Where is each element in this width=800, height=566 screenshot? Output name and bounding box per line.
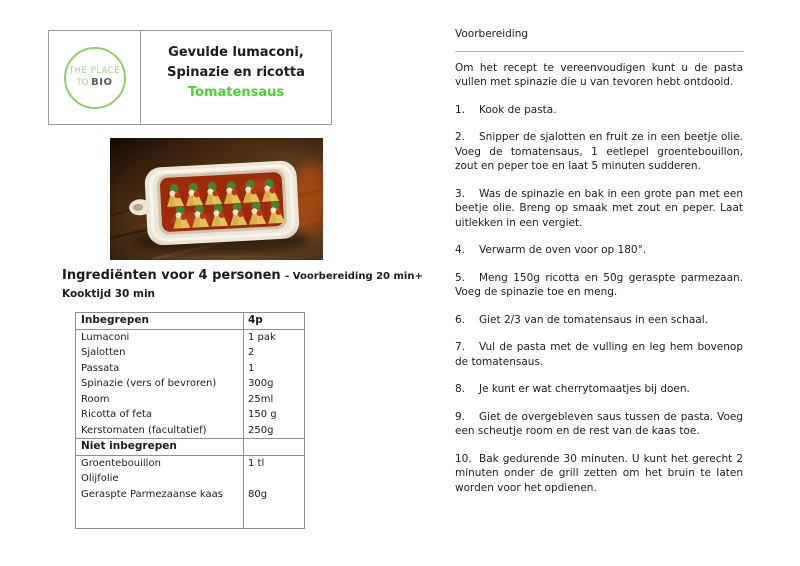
ingredient-name: Room — [76, 392, 244, 408]
ingredient-name: Spinazie (vers of bevroren) — [76, 376, 244, 392]
step-number: 8. — [455, 383, 466, 395]
step-text: Vul de pasta met de vulling en leg hem bovenop de tomatensaus. — [455, 341, 743, 368]
step-number: 2. — [455, 131, 466, 143]
recipe-title-line2: Spinazie en ricotta — [167, 65, 305, 80]
recipe-photo — [110, 138, 323, 260]
logo-text-bio: BIO — [91, 76, 113, 88]
preparation-section — [455, 27, 743, 508]
step-6 — [455, 313, 743, 328]
ingredient-qty: 300g — [248, 378, 274, 389]
ingredient-name: Lumaconi — [76, 330, 244, 346]
preparation-heading: Voorbereiding — [455, 28, 529, 40]
step-number: 5. — [455, 271, 466, 284]
table-row — [76, 456, 304, 472]
step-text: Kook de pasta. — [479, 103, 557, 116]
prep-time-text: - Voorbereiding 20 min+ — [285, 271, 423, 282]
table-header-row — [76, 313, 304, 330]
ingredient-name: Passata — [76, 361, 244, 377]
ingredients-heading — [62, 264, 434, 303]
ingredient-qty: 2 — [248, 347, 255, 358]
ingredient-qty: 1 tl — [248, 457, 265, 469]
step-9 — [455, 410, 743, 439]
table-row — [76, 392, 304, 408]
table-row — [76, 330, 304, 346]
step-7 — [455, 340, 743, 369]
servings-header: 4p — [248, 314, 263, 326]
excluded-header: Niet inbegrepen — [76, 439, 244, 455]
recipe-title-line1: Gevulde lumaconi, — [168, 45, 304, 60]
step-number: 7. — [455, 341, 466, 353]
step-number: 6. — [455, 313, 466, 326]
table-row — [76, 487, 304, 503]
preparation-intro: Om het recept te vereenvoudigen kunt u de pasta vullen met spinazie die u van tevoren hebt ontdooid. — [455, 61, 743, 88]
ingredient-qty: 25ml — [248, 393, 274, 405]
step-number: 4. — [455, 244, 466, 256]
recipe-title-line3: Tomatensaus — [187, 85, 285, 100]
ingredient-qty: 80g — [248, 488, 268, 500]
step-text: Giet 2/3 van de tomatensaus in een schaal. — [479, 313, 708, 326]
step-number: 3. — [455, 187, 466, 200]
table-spacer-row — [76, 502, 304, 528]
included-ingredients-group — [76, 330, 304, 440]
logo-text-line2 — [77, 77, 113, 89]
step-text: Meng 150g ricotta en 50g geraspte parmezaan. Voeg de spinazie toe en meng. — [455, 271, 743, 298]
step-4 — [455, 243, 743, 258]
step-text: Giet de overgebleven saus tussen de pasta. Voeg een scheutje room en de rest van de kaas toe. — [455, 410, 743, 437]
logo-text-to: TO — [76, 77, 89, 88]
table-row — [76, 471, 304, 487]
divider-line — [455, 51, 743, 52]
step-8 — [455, 382, 743, 397]
ingredient-qty — [244, 471, 304, 487]
step-text: Bak gedurende 30 minuten. U kunt het gerecht 2 minuten onder de grill zetten om het bruin te laten worden voor het opdienen. — [455, 452, 743, 494]
step-text: Je kunt er wat cherrytomaatjes bij doen. — [479, 383, 690, 395]
excluded-ingredients-group — [76, 456, 304, 529]
table-row — [76, 361, 304, 377]
step-number: 1. — [455, 103, 466, 116]
table-row — [76, 423, 304, 439]
ingredients-table — [75, 312, 305, 529]
servings-text: Ingrediënten voor 4 personen — [62, 268, 286, 283]
step-number: 9. — [455, 410, 466, 423]
logo-cell — [49, 31, 141, 124]
header-box — [48, 30, 332, 125]
table-row — [76, 376, 304, 392]
step-1 — [455, 103, 743, 118]
ingredient-name: Kerstomaten (facultatief) — [76, 423, 244, 439]
step-number: 10. — [455, 452, 472, 465]
ingredient-qty: 1 — [248, 362, 255, 374]
the-place-to-bio-logo — [64, 47, 126, 109]
ingredient-qty: 250g — [248, 424, 274, 436]
step-5 — [455, 271, 743, 300]
ingredient-name: Ricotta of feta — [76, 407, 244, 423]
ingredient-name: Groentebouillon — [76, 456, 244, 472]
logo-text-line1: THE PLACE — [68, 65, 121, 76]
excluded-header-row — [76, 439, 304, 456]
ingredient-name: Olijfolie — [76, 471, 244, 487]
step-text: Snipper de sjalotten en fruit ze in een beetje olie. Voeg de tomatensaus, 1 eetlepel groentebouillon, zout en peper toe en laat 5 minuten sudderen. — [455, 131, 743, 172]
step-10 — [455, 452, 743, 496]
cook-time-text: Kooktijd 30 min — [62, 288, 156, 300]
step-text: Verwarm de oven voor op 180°. — [479, 244, 647, 256]
step-text: Was de spinazie en bak in een grote pan met een beetje olie. Breng op smaak met zout en peper. Laat uitlekken in een vergiet. — [455, 187, 743, 229]
step-3 — [455, 187, 743, 231]
stuffed-lumaconi-dish-illustration — [110, 138, 323, 260]
step-2 — [455, 130, 743, 174]
recipe-title — [141, 31, 331, 124]
table-row — [76, 407, 304, 423]
included-header: Inbegrepen — [76, 313, 244, 329]
table-row — [76, 345, 304, 361]
ingredient-name: Geraspte Parmezaanse kaas — [76, 487, 244, 503]
ingredient-name: Sjalotten — [76, 345, 244, 361]
ingredient-qty: 150 g — [248, 409, 277, 420]
ingredient-qty: 1 pak — [248, 331, 276, 343]
